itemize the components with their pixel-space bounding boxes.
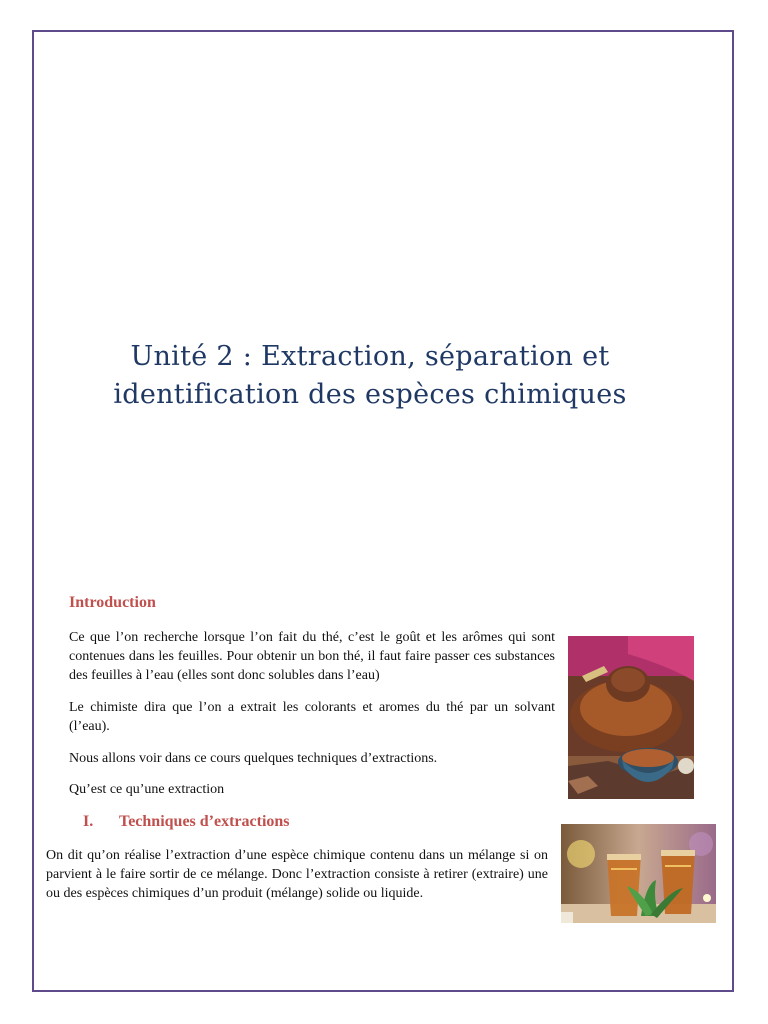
section-paragraph: On dit qu’on réalise l’extraction d’une espèce chimique contenu dans un mélange si on parvient à le faire sortir de ce mélange. Donc l’extraction consiste à retirer (extraire) une ou des espèces chimiques d’un produit (mélange) solide ou liquide. (46, 848, 548, 901)
title-line-1: Unité 2 : Extraction, séparation et (130, 341, 610, 372)
mortar-extraction-photo (568, 636, 694, 799)
intro-paragraph-4: Qu’est ce qu’une extraction (69, 782, 225, 797)
intro-paragraph-2: Le chimiste dira que l’on a extrait les colorants et aromes du thé par un solvant (l’eau). (69, 700, 555, 734)
title-line-2: identification des espèces chimiques (113, 379, 627, 410)
introduction-heading: Introduction (69, 594, 156, 611)
section-heading-techniques (83, 813, 290, 831)
intro-paragraph-3: Nous allons voir dans ce cours quelques techniques d’extractions. (69, 751, 438, 766)
tea-glasses-photo (561, 824, 716, 923)
section-title: Techniques d’extractions (119, 813, 290, 830)
intro-paragraph-1: Ce que l’on recherche lorsque l’on fait du thé, c’est le goût et les arômes qui sont contenues dans les feuilles. Pour obtenir un bon thé, il faut faire passer ces substances des feuilles à l’eau (elles sont donc solubles dans l’eau) (69, 630, 555, 683)
page-title (60, 338, 680, 414)
section-number: I. (83, 813, 94, 830)
